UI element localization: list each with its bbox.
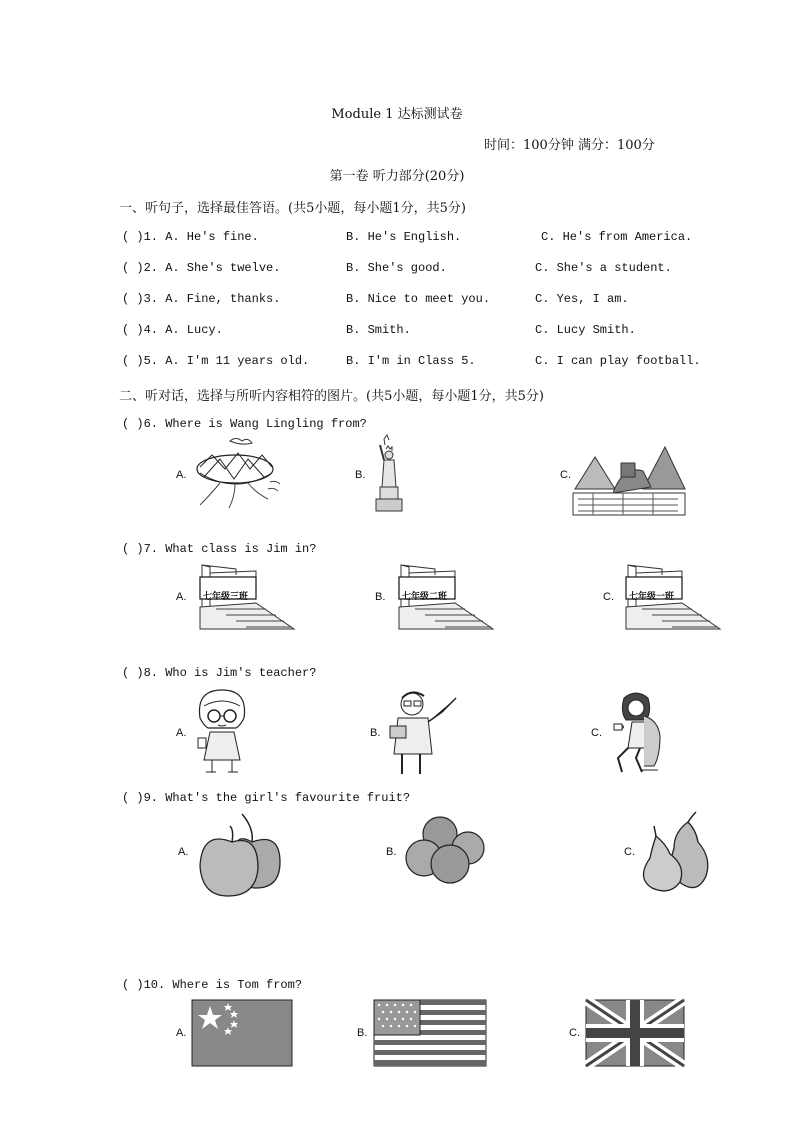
q5-option-c: C. I can play football. (535, 354, 701, 368)
q8-label-b: B. (370, 727, 381, 739)
q2-stem-option-a: ( )2. A. She's twelve. (122, 261, 281, 275)
q1-option-c: C. He's from America. (541, 230, 693, 244)
q4-stem-option-a: ( )4. A. Lucy. (122, 323, 223, 337)
time-score-info: 时间：100分钟 满分：100分 (484, 138, 655, 153)
q7-label-b: B. (375, 591, 386, 603)
q7-sign-b-text: 七年级二班 (402, 592, 448, 602)
q9-stem: ( )9. What's the girl's favourite fruit? (122, 791, 411, 805)
q8-stem: ( )8. Who is Jim's teacher? (122, 666, 317, 680)
woman-in-chair-with-tea-icon (610, 690, 662, 776)
q5-option-b: B. I'm in Class 5. (346, 354, 476, 368)
apples-icon (196, 812, 286, 898)
q8-label-a: A. (176, 727, 187, 739)
q7-label-a: A. (176, 591, 187, 603)
bird-nest-stadium-icon (190, 437, 285, 512)
q4-option-c: C. Lucy Smith. (535, 323, 636, 337)
section2-heading: 二、听对话，选择与所听内容相符的图片。(共5小题，每小题1分，共5分) (119, 389, 544, 404)
q10-label-a: A. (176, 1027, 187, 1039)
q6-stem: ( )6. Where is Wang Lingling from? (122, 417, 367, 431)
q10-label-b: B. (357, 1027, 368, 1039)
q7-sign-c-text: 七年级一班 (629, 592, 675, 602)
oranges-icon (404, 814, 486, 884)
page-title: Module 1 达标测试卷 (331, 107, 463, 122)
usa-flag-icon (374, 1000, 486, 1066)
q7-label-c: C. (603, 591, 614, 603)
male-teacher-with-pointer-icon (384, 688, 460, 776)
q8-label-c: C. (591, 727, 602, 739)
q9-label-b: B. (386, 846, 397, 858)
q7-stem: ( )7. What class is Jim in? (122, 542, 317, 556)
china-flag-icon (192, 1000, 292, 1066)
q6-label-c: C. (560, 469, 571, 481)
q6-label-a: A. (176, 469, 187, 481)
q3-stem-option-a: ( )3. A. Fine, thanks. (122, 292, 281, 306)
q4-option-b: B. Smith. (346, 323, 411, 337)
q9-label-a: A. (178, 846, 189, 858)
pyramids-sphinx-icon (573, 445, 685, 515)
part-heading: 第一卷 听力部分(20分) (329, 169, 465, 184)
q10-label-c: C. (569, 1027, 580, 1039)
q1-option-b: B. He's English. (346, 230, 462, 244)
q1-stem-option-a: ( )1. A. He's fine. (122, 230, 259, 244)
q7-sign-a-text: 七年级三班 (203, 592, 249, 602)
q3-option-c: C. Yes, I am. (535, 292, 629, 306)
q6-label-b: B. (355, 469, 366, 481)
q9-label-c: C. (624, 846, 635, 858)
q2-option-b: B. She's good. (346, 261, 447, 275)
q5-stem-option-a: ( )5. A. I'm 11 years old. (122, 354, 310, 368)
q10-stem: ( )10. Where is Tom from? (122, 978, 303, 992)
q2-option-c: C. She's a student. (535, 261, 672, 275)
statue-of-liberty-icon (370, 435, 410, 515)
section1-heading: 一、听句子，选择最佳答语。(共5小题，每小题1分，共5分) (119, 201, 466, 216)
q3-option-b: B. Nice to meet you. (346, 292, 491, 306)
uk-flag-icon (586, 1000, 684, 1066)
pears-icon (640, 810, 710, 894)
girl-with-glasses-icon (194, 688, 250, 776)
